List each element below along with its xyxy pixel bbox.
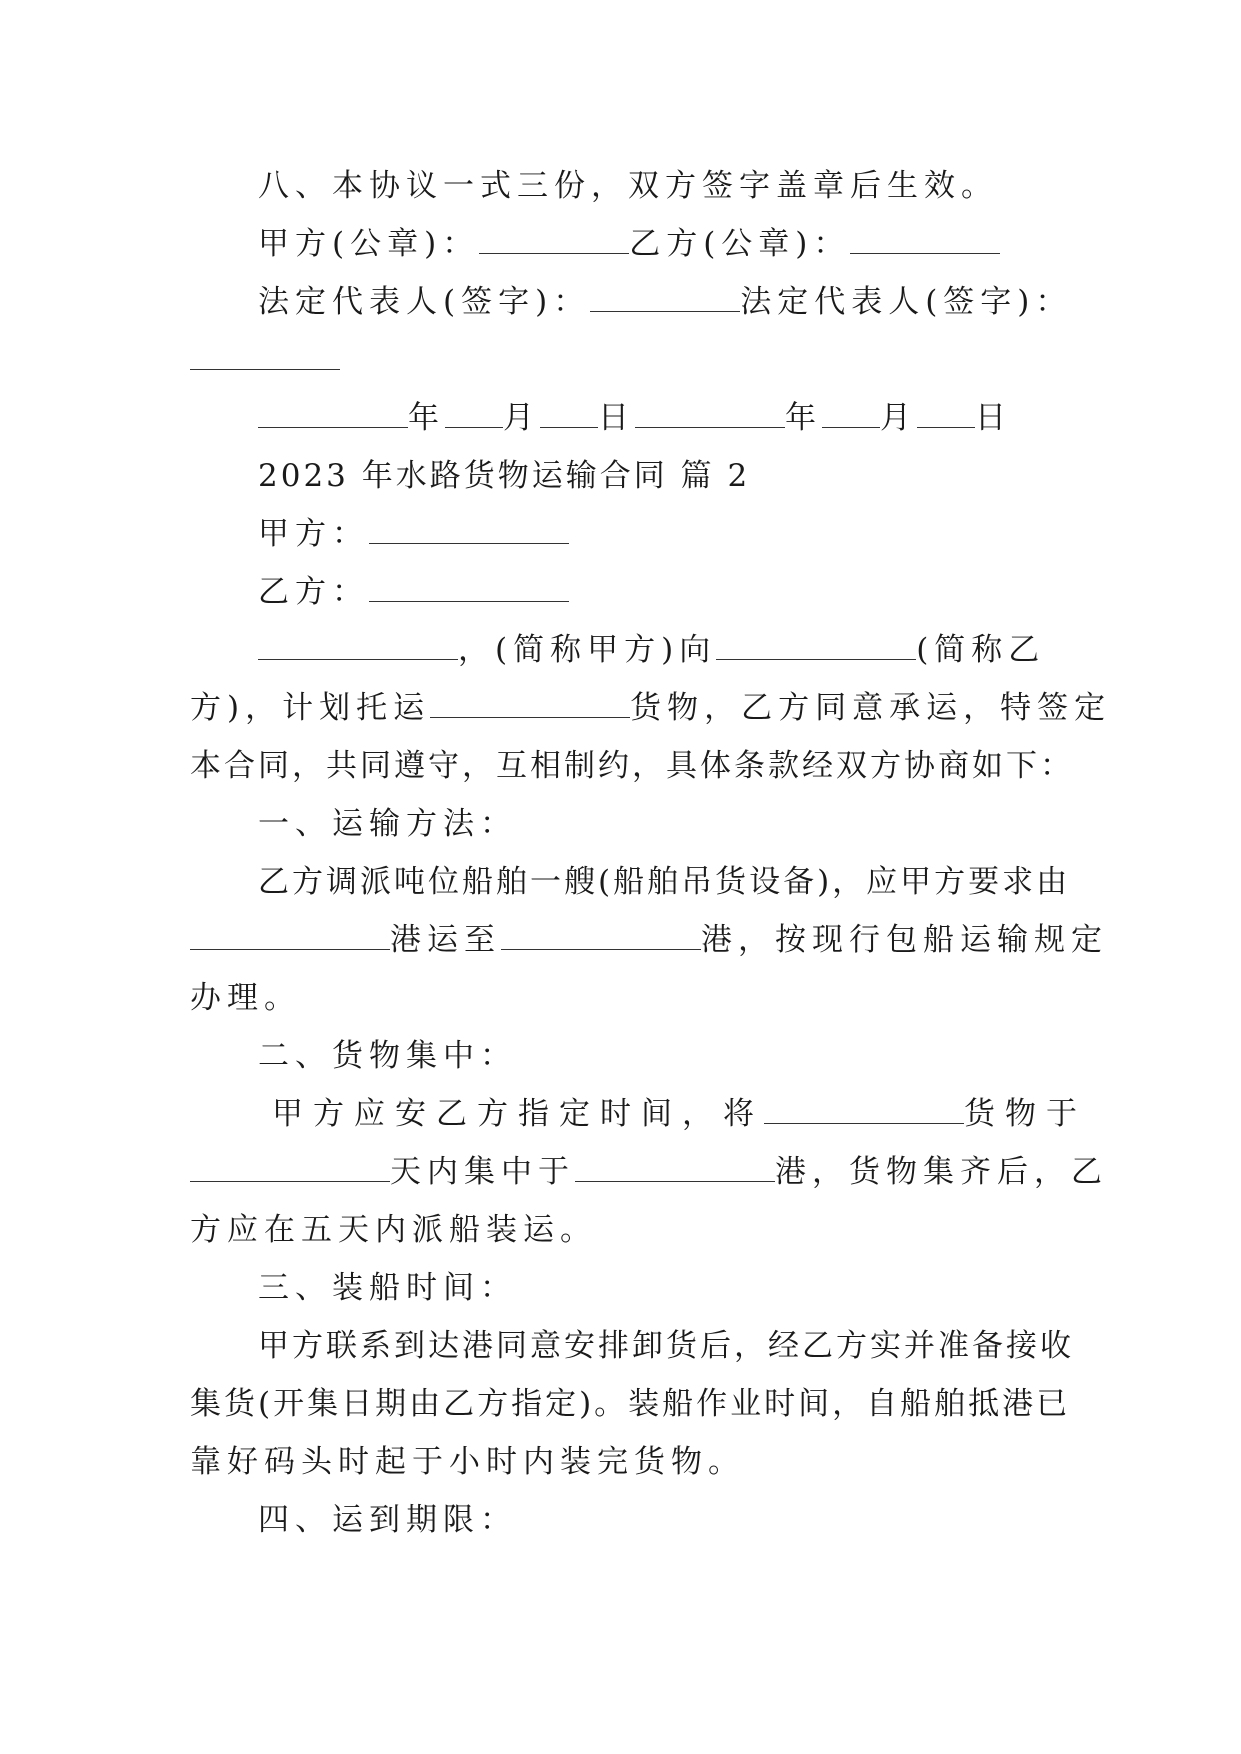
clause-2-text-1a: 甲方应安乙方指定时间，将 — [272, 1096, 764, 1132]
intro-line-2 — [190, 688, 1111, 728]
party-b-rep-blank — [190, 343, 340, 370]
heading-1-text: 一、运输方法： — [258, 806, 517, 842]
date-line — [258, 398, 1012, 438]
intro-line-1 — [258, 630, 1045, 670]
party-a-line — [258, 514, 569, 554]
party-a-label: 甲方： — [258, 516, 369, 552]
date-a-day-label: 日 — [598, 400, 635, 436]
clause-3-text-1: 甲方联系到达港同意安排卸货后，经乙方实并准备接收 — [258, 1328, 1074, 1364]
days-blank — [190, 1155, 390, 1182]
clause-2-text-1b: 货物于 — [964, 1096, 1087, 1132]
clause-1-text-2a: 港运至 — [390, 922, 501, 958]
clause-1-line-3 — [190, 978, 301, 1018]
clause-2-text-3: 方应在五天内派船装运。 — [190, 1212, 597, 1248]
intro-text-3: 本合同，共同遵守，互相制约，具体条款经双方协商如下： — [190, 748, 1074, 784]
clause-8-text: 八、本协议一式三份，双方签字盖章后生效。 — [258, 168, 998, 204]
date-a-year-label: 年 — [408, 400, 445, 436]
clause-1-text-2b: 港，按现行包船运输规定 — [701, 922, 1108, 958]
heading-3 — [258, 1268, 517, 1308]
intro-party-a-blank — [258, 633, 458, 660]
party-a-seal-blank — [479, 227, 629, 254]
clause-1-line-1 — [258, 862, 1070, 902]
date-b-month-blank — [822, 401, 880, 428]
date-a-day-blank — [540, 401, 598, 428]
intro-goods-blank — [430, 691, 630, 718]
clause-3-line-1 — [258, 1326, 1074, 1366]
intro-text-2b: 货物，乙方同意承运，特签定 — [630, 690, 1112, 726]
intro-line-3 — [190, 746, 1074, 786]
seal-line — [258, 224, 1000, 264]
date-b-day-blank — [917, 401, 975, 428]
clause-2-line-1 — [272, 1094, 1087, 1134]
destination-port-blank — [501, 923, 701, 950]
party-b-rep-label: 法定代表人(签字)： — [740, 284, 1073, 320]
intro-party-b-blank — [716, 633, 916, 660]
clause-2-text-2a: 天内集中于 — [390, 1154, 575, 1190]
collection-port-blank — [575, 1155, 775, 1182]
clause-3-text-2: 集货(开集日期由乙方指定)。装船作业时间，自船舶抵港已 — [190, 1386, 1071, 1422]
heading-2-text: 二、货物集中： — [258, 1038, 517, 1074]
clause-3-line-3 — [190, 1442, 745, 1482]
party-a-rep-label: 法定代表人(签字)： — [258, 284, 591, 320]
legal-rep-line — [258, 282, 1072, 322]
legal-rep-continuation — [190, 340, 340, 380]
heading-4 — [258, 1500, 517, 1540]
intro-text-1a: ，(简称甲方)向 — [458, 632, 717, 668]
intro-text-1b: (简称乙 — [916, 632, 1046, 668]
cargo-blank — [764, 1097, 964, 1124]
party-b-blank — [369, 575, 569, 602]
date-a-month-blank — [445, 401, 503, 428]
clause-2-line-2 — [190, 1152, 1108, 1192]
heading-1 — [258, 804, 517, 844]
party-a-seal-label: 甲方(公章)： — [258, 226, 480, 262]
date-a-month-label: 月 — [503, 400, 540, 436]
clause-1-text-3: 办理。 — [190, 980, 301, 1016]
party-a-rep-blank — [590, 285, 740, 312]
section-title — [258, 456, 750, 496]
party-b-line — [258, 572, 569, 612]
origin-port-blank — [190, 923, 390, 950]
date-b-month-label: 月 — [880, 400, 917, 436]
clause-1-line-2 — [190, 920, 1108, 960]
date-a-year-blank — [258, 401, 408, 428]
party-b-seal-label: 乙方(公章)： — [629, 226, 851, 262]
intro-text-2a: 方)，计划托运 — [190, 690, 431, 726]
clause-8-line — [258, 166, 998, 206]
clause-3-text-3: 靠好码头时起于小时内装完货物。 — [190, 1444, 745, 1480]
contract-title: 2023 年水路货物运输合同 篇 2 — [258, 458, 751, 494]
party-b-label: 乙方： — [258, 574, 369, 610]
heading-4-text: 四、运到期限： — [258, 1502, 517, 1538]
clause-2-line-3 — [190, 1210, 597, 1250]
date-b-day-label: 日 — [975, 400, 1012, 436]
party-a-blank — [369, 517, 569, 544]
date-b-year-blank — [635, 401, 785, 428]
heading-3-text: 三、装船时间： — [258, 1270, 517, 1306]
date-b-year-label: 年 — [785, 400, 822, 436]
clause-2-text-2b: 港，货物集齐后，乙 — [775, 1154, 1108, 1190]
clause-1-text-1: 乙方调派吨位船舶一艘(船舶吊货设备)，应甲方要求由 — [258, 864, 1071, 900]
clause-3-line-2 — [190, 1384, 1070, 1424]
heading-2 — [258, 1036, 517, 1076]
party-b-seal-blank — [850, 227, 1000, 254]
